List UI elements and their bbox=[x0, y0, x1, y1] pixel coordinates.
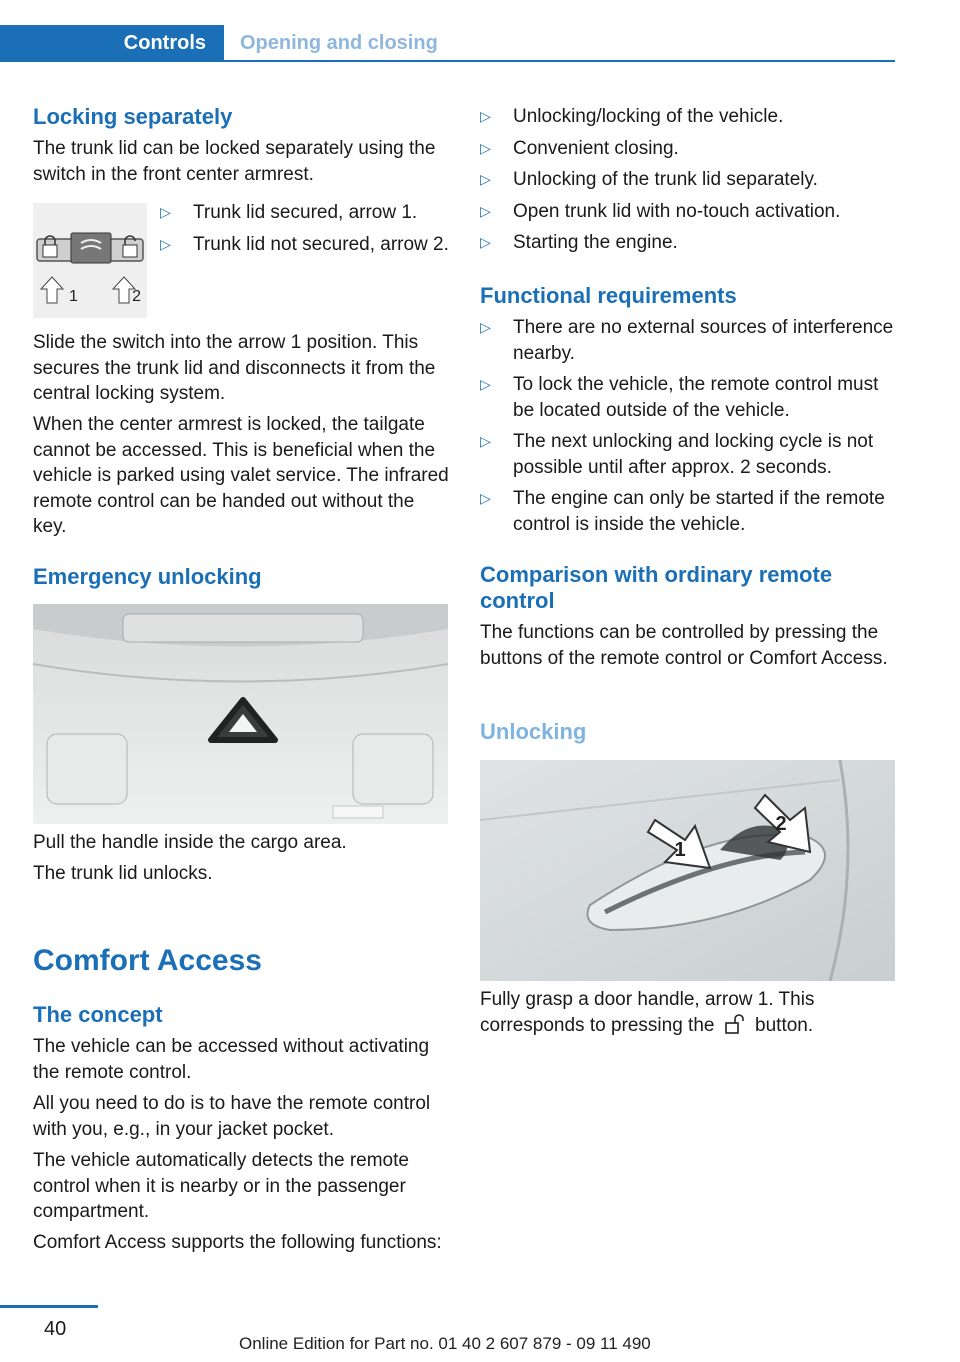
bullet-triangle-icon: ▷ bbox=[480, 139, 491, 156]
bullet-triangle-icon: ▷ bbox=[160, 235, 171, 252]
locking-separately-heading: Locking separately bbox=[33, 104, 233, 129]
concept-text-1: The vehicle can be accessed without activating the remote control. bbox=[33, 1036, 430, 1083]
armrest-locked-text: When the center armrest is locked, the tailgate cannot be accessed. This is beneficial when the vehicle is parked using valet service. The infrared remote control can be handed out without the key. bbox=[33, 414, 449, 537]
list-item: ▷ Trunk lid secured, arrow 1. bbox=[160, 200, 452, 226]
switch-status-list bbox=[160, 200, 452, 263]
door-arrow-label-1: 1 bbox=[674, 839, 686, 861]
list-item: ▷ Unlocking of the trunk lid separately. bbox=[480, 167, 900, 193]
bullet-triangle-icon: ▷ bbox=[480, 433, 491, 449]
slide-switch-text: Slide the switch into the arrow 1 position. This secures the trunk lid and disconnects it from the central locking system. bbox=[33, 332, 436, 404]
switch-arrow-label-1: 1 bbox=[69, 288, 78, 305]
list-item: ▷ The next unlocking and locking cycle is not possible until after approx. 2 seconds. bbox=[480, 431, 874, 478]
header-rule bbox=[0, 60, 895, 62]
concept-text-3: The vehicle automatically detects the remote control when it is nearby or in the passenger compartment. bbox=[33, 1150, 409, 1222]
door-handle-image bbox=[480, 760, 895, 981]
page-number: 40 bbox=[44, 1318, 67, 1340]
list-item: ▷ To lock the vehicle, the remote control must be located outside of the vehicle. bbox=[480, 374, 879, 421]
bullet-triangle-icon: ▷ bbox=[480, 319, 491, 335]
cargo-area-image bbox=[33, 604, 448, 824]
bullet-triangle-icon: ▷ bbox=[480, 171, 491, 187]
concept-text-2: All you need to do is to have the remote control with you, e.g., in your jacket pocket. bbox=[33, 1093, 431, 1140]
list-item: ▷ Open trunk lid with no-touch activation. bbox=[480, 199, 900, 225]
trunk-unlocks-text: The trunk lid unlocks. bbox=[33, 863, 213, 884]
emergency-unlocking-heading: Emergency unlocking bbox=[33, 564, 262, 589]
comfort-access-heading: Comfort Access bbox=[33, 944, 262, 977]
door-arrow-label-2: 2 bbox=[775, 813, 787, 835]
list-item: ▷ Unlocking/locking of the vehicle. bbox=[480, 104, 900, 130]
functional-requirements-heading: Functional requirements bbox=[480, 283, 737, 308]
list-item: ▷ Convenient closing. bbox=[480, 136, 900, 162]
pull-handle-text: Pull the handle inside the cargo area. bbox=[33, 832, 347, 853]
header-section-tab: Controls bbox=[0, 25, 224, 62]
unlock-button-icon bbox=[720, 1014, 750, 1034]
comparison-text: The functions can be controlled by pressing the buttons of the remote control or Comfort Access. bbox=[480, 622, 888, 669]
grasp-handle-text: Fully grasp a door handle, arrow 1. This corresponds to pressing the button. bbox=[480, 989, 815, 1036]
concept-heading: The concept bbox=[33, 1002, 163, 1027]
edition-note: Online Edition for Part no. 01 40 2 607 879 - 09 11 490 bbox=[239, 1334, 651, 1353]
bullet-triangle-icon: ▷ bbox=[480, 108, 491, 124]
footer-rule bbox=[0, 1305, 98, 1308]
comparison-heading: Comparison with ordinary remote control bbox=[480, 562, 833, 613]
switch-arrow-label-2: 2 bbox=[132, 288, 141, 305]
list-item: ▷ There are no external sources of interference nearby. bbox=[480, 317, 894, 364]
bullet-triangle-icon: ▷ bbox=[480, 234, 491, 250]
bullet-triangle-icon: ▷ bbox=[160, 204, 171, 220]
bullet-triangle-icon: ▷ bbox=[480, 202, 491, 219]
requirements-list bbox=[480, 315, 900, 543]
list-item: ▷ Trunk lid not secured, arrow 2. bbox=[160, 232, 452, 258]
locking-intro-text: The trunk lid can be locked separately using the switch in the front center armrest. bbox=[33, 138, 436, 185]
unlocking-heading: Unlocking bbox=[480, 719, 587, 744]
bullet-triangle-icon: ▷ bbox=[480, 490, 491, 506]
armrest-switch-image bbox=[33, 203, 147, 318]
comfort-functions-list bbox=[480, 104, 900, 262]
bullet-triangle-icon: ▷ bbox=[480, 376, 491, 392]
header-subsection-tab: Opening and closing bbox=[240, 32, 438, 54]
list-item: ▷ Starting the engine. bbox=[480, 230, 900, 256]
list-item: ▷ The engine can only be started if the remote control is inside the vehicle. bbox=[480, 488, 885, 535]
concept-text-4: Comfort Access supports the following functions: bbox=[33, 1232, 442, 1253]
